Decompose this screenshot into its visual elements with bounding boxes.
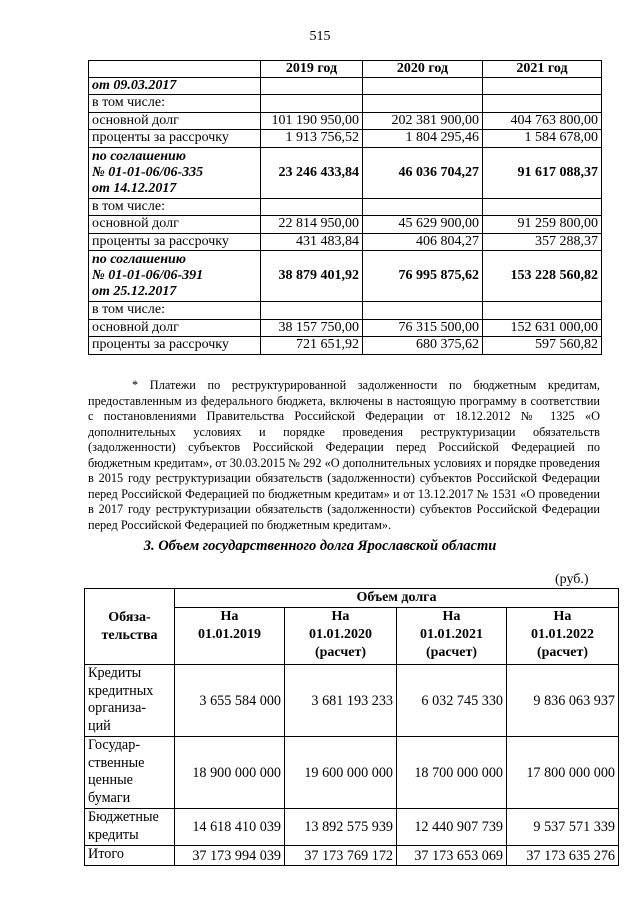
- table-row: [89, 198, 602, 216]
- row-label-line: от 14.12.2017: [92, 180, 177, 196]
- cell-value: 1 804 295,46: [363, 130, 483, 148]
- row-label: в том числе:: [89, 95, 261, 113]
- row-label-line: Итого: [88, 846, 124, 862]
- table-row: [89, 147, 602, 198]
- cell-value: [483, 302, 602, 320]
- date-header: [397, 608, 507, 665]
- cell-value: [363, 95, 483, 113]
- cell-value: 404 763 800,00: [483, 112, 602, 130]
- table-row: [89, 112, 602, 130]
- cell-value: 14 618 410 039: [175, 809, 285, 846]
- row-label-line: кредиты: [88, 826, 139, 843]
- cell-value: 680 375,62: [363, 337, 483, 355]
- row-label-line: бумаги: [88, 789, 131, 806]
- cell-value: [483, 95, 602, 113]
- footnote: * Платежи по реструктурированной задолженности по бюджетным кредитам, предоставленным из федерального бюджета, включены в настоящую программу в соответствии с постановлениями Правительства Российской Федерации от 18.12.2012 № 1325 «О дополнительных условиях и порядке проведения реструктуризации обязательств (задолженности) субъектов Российской Федерации перед Российской Федерацией по бюджетным кредитам», от 30.03.2015 № 292 «О дополнительных условиях и порядке проведения в 2015 году реструктуризации обязательств (задолженности) субъектов Российской Федерации перед Российской Федерацией по бюджетным кредитам» и от 13.12.2017 № 1531 «О проведении в 2017 году реструктуризации обязательств (задолженности) субъектов Российской Федерации перед Российской Федерацией по бюджетным кредитам».: [88, 378, 600, 532]
- cell-value: 76 995 875,62: [363, 251, 483, 302]
- cell-value: 406 804,27: [363, 233, 483, 251]
- cell-value: 38 879 401,92: [261, 251, 363, 302]
- page-number: 515: [309, 29, 331, 44]
- cell-value: 91 259 800,00: [483, 216, 602, 234]
- cell-value: 3 655 584 000: [175, 665, 285, 737]
- t2-header-line: тельства: [101, 627, 158, 643]
- t1-header-2020: 2020 год: [363, 61, 483, 78]
- cell-value: 1 913 756,52: [261, 130, 363, 148]
- row-label-line: Кредиты: [88, 665, 142, 681]
- row-label-line: от 25.12.2017: [92, 284, 177, 299]
- unit-label: (руб.): [555, 572, 589, 587]
- cell-value: 202 381 900,00: [363, 112, 483, 130]
- cell-value: 6 032 745 330: [397, 665, 507, 737]
- t1-header-2019: 2019 год: [261, 61, 363, 78]
- cell-value: 46 036 704,27: [363, 147, 483, 198]
- repayment-table: [88, 60, 602, 355]
- row-label: основной долг: [89, 112, 261, 130]
- row-label-line: № 01-01-06/06-391: [92, 268, 204, 283]
- row-label: [89, 147, 261, 198]
- cell-value: [261, 78, 363, 95]
- cell-value: [363, 198, 483, 216]
- table-row: [85, 665, 619, 737]
- cell-value: 152 631 000,00: [483, 319, 602, 337]
- row-label-line: ций: [88, 717, 111, 734]
- table-row: [89, 78, 602, 95]
- cell-value: 9 537 571 339: [507, 809, 619, 846]
- date-header: [285, 608, 397, 665]
- t2-header-obligations: [85, 589, 175, 665]
- row-label: [85, 809, 175, 846]
- cell-value: 37 173 994 039: [175, 846, 285, 866]
- row-label: в том числе:: [89, 198, 261, 216]
- row-label-line: ценные: [88, 772, 133, 788]
- date-header: [175, 608, 285, 665]
- date-header-line: (расчет): [425, 645, 478, 660]
- cell-value: 3 681 193 233: [285, 665, 397, 737]
- row-label: [89, 251, 261, 302]
- date-header-line: (расчет): [314, 645, 367, 660]
- cell-value: [363, 302, 483, 320]
- debt-volume-table: [84, 588, 619, 866]
- row-label: проценты за рассрочку: [89, 130, 261, 148]
- date-header: [507, 608, 619, 665]
- date-header-line: 01.01.2020: [309, 627, 372, 642]
- cell-value: 76 315 500,00: [363, 319, 483, 337]
- table-row: [89, 319, 602, 337]
- cell-value: [261, 302, 363, 320]
- cell-value: [261, 95, 363, 113]
- row-label-line: Государ-: [88, 737, 141, 753]
- row-label: [85, 846, 175, 866]
- row-label-line: Бюджетные: [88, 809, 159, 825]
- cell-value: 153 228 560,82: [483, 251, 602, 302]
- table-row: [89, 251, 602, 302]
- table-row: [85, 737, 619, 809]
- t2-header-line: Обяза-: [108, 609, 151, 625]
- date-header-line: (расчет): [536, 645, 589, 660]
- cell-value: 23 246 433,84: [261, 147, 363, 198]
- table-row: [89, 216, 602, 234]
- row-label: проценты за рассрочку: [89, 233, 261, 251]
- cell-value: 9 836 063 937: [507, 665, 619, 737]
- date-header-line: 01.01.2021: [420, 627, 483, 642]
- date-header-line: 01.01.2019: [198, 627, 261, 642]
- row-label: основной долг: [89, 319, 261, 337]
- row-label-line: ственные: [88, 754, 145, 771]
- row-label: [85, 737, 175, 809]
- cell-value: 721 651,92: [261, 337, 363, 355]
- row-label-line: кредитных: [88, 682, 154, 699]
- cell-value: 37 173 653 069: [397, 846, 507, 866]
- cell-value: 38 157 750,00: [261, 319, 363, 337]
- cell-value: 357 288,37: [483, 233, 602, 251]
- cell-value: 91 617 088,37: [483, 147, 602, 198]
- table-row: [85, 846, 619, 866]
- cell-value: [261, 198, 363, 216]
- table-row: [89, 233, 602, 251]
- cell-value: 12 440 907 739: [397, 809, 507, 846]
- cell-value: 37 173 635 276: [507, 846, 619, 866]
- row-label-line: по соглашению: [92, 252, 186, 267]
- date-header-line: На: [442, 609, 461, 624]
- table-row: [85, 809, 619, 846]
- row-label-line: № 01-01-06/06-335: [92, 164, 204, 180]
- cell-value: [363, 78, 483, 95]
- row-label: основной долг: [89, 216, 261, 234]
- cell-value: 597 560,82: [483, 337, 602, 355]
- row-label-line: по соглашению: [92, 148, 186, 164]
- row-label: от 09.03.2017: [89, 78, 261, 95]
- row-label: проценты за рассрочку: [89, 337, 261, 355]
- cell-value: 17 800 000 000: [507, 737, 619, 809]
- row-label: [85, 665, 175, 737]
- table-row: [89, 337, 602, 355]
- cell-value: 18 700 000 000: [397, 737, 507, 809]
- date-header-line: На: [220, 609, 239, 624]
- t1-header-label: [89, 61, 261, 78]
- table-row: [89, 130, 602, 148]
- cell-value: 13 892 575 939: [285, 809, 397, 846]
- row-label-line: организа-: [88, 700, 147, 716]
- cell-value: 101 190 950,00: [261, 112, 363, 130]
- cell-value: 19 600 000 000: [285, 737, 397, 809]
- cell-value: [483, 78, 602, 95]
- date-header-line: 01.01.2022: [531, 627, 594, 642]
- cell-value: 431 483,84: [261, 233, 363, 251]
- row-label: в том числе:: [89, 302, 261, 320]
- cell-value: 45 629 900,00: [363, 216, 483, 234]
- cell-value: [483, 198, 602, 216]
- t2-header-volume: Объем долга: [175, 589, 619, 608]
- date-header-line: На: [331, 609, 350, 624]
- cell-value: 22 814 950,00: [261, 216, 363, 234]
- t1-header-2021: 2021 год: [483, 61, 602, 78]
- section-title: 3. Объем государственного долга Ярославской области: [143, 538, 497, 554]
- cell-value: 37 173 769 172: [285, 846, 397, 866]
- cell-value: 18 900 000 000: [175, 737, 285, 809]
- cell-value: 1 584 678,00: [483, 130, 602, 148]
- date-header-line: На: [553, 609, 572, 624]
- table-row: [89, 95, 602, 113]
- table-row: [89, 302, 602, 320]
